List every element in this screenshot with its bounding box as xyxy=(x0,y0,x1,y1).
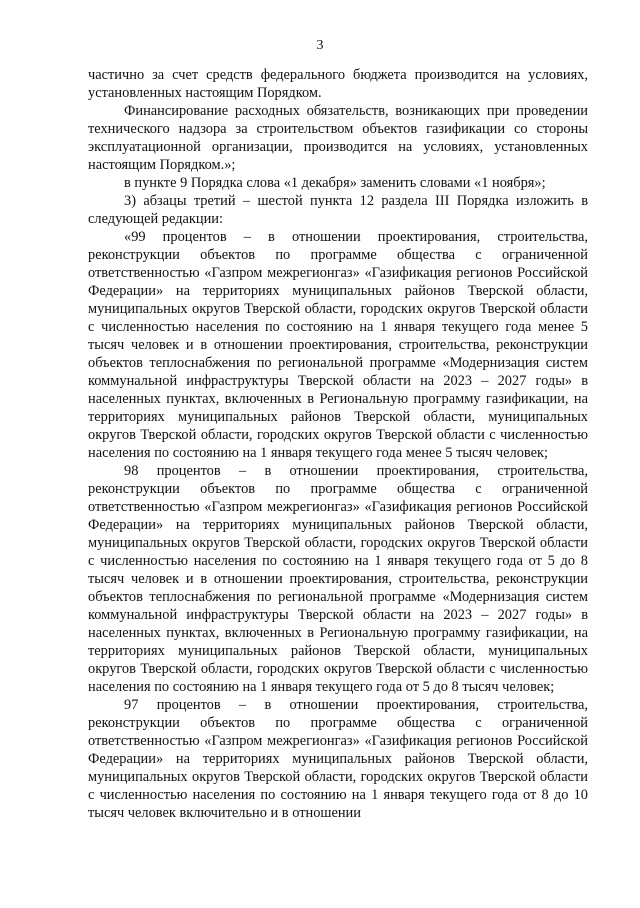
page-number: 3 xyxy=(316,38,324,53)
document-body xyxy=(88,66,588,822)
paragraph: в пункте 9 Порядка слова «1 декабря» заменить словами «1 ноября»; xyxy=(124,175,546,191)
paragraph: Финансирование расходных обязательств, возникающих при проведении технического надзора за строительством объектов газификации со стороны эксплуатационной организации, производится на условиях, установленных настоящим Порядком.»; xyxy=(88,103,588,173)
paragraph: частично за счет средств федерального бюджета производится на условиях, установленных настоящим Порядком. xyxy=(88,67,588,101)
paragraph: «99 процентов – в отношении проектирования, строительства, реконструкции объектов по программе общества с ограниченной ответственностью «Газпром межрегионгаз» «Газификация регионов Российской Федерации» на территориях муниципальных районов Тверской области, муниципальных округов Тверской области, городских округов Тверской области с численностью населения по состоянию на 1 января текущего года менее 5 тысяч человек и в отношении проектирования, строительства, реконструкции объектов теплоснабжения по региональной программе «Модернизация систем коммунальной инфраструктуры Тверской области на 2023 – 2027 годы» в населенных пунктах, включенных в Региональную программу газификации, на территориях муниципальных районов Тверской области, муниципальных округов Тверской области, городских округов Тверской области с численностью населения по состоянию на 1 января текущего года менее 5 тысяч человек; xyxy=(88,229,588,461)
paragraph: 97 процентов – в отношении проектирования, строительства, реконструкции объектов по программе общества с ограниченной ответственностью «Газпром межрегионгаз» «Газификация регионов Российской Федерации» на территориях муниципальных районов Тверской области, муниципальных округов Тверской области, городских округов Тверской области с численностью населения по состоянию на 1 января текущего года от 8 до 10 тысяч человек включительно и в отношении xyxy=(88,697,588,821)
paragraph: 3) абзацы третий – шестой пункта 12 раздела III Порядка изложить в следующей редакции: xyxy=(88,193,588,227)
paragraph: 98 процентов – в отношении проектирования, строительства, реконструкции объектов по программе общества с ограниченной ответственностью «Газпром межрегионгаз» «Газификация регионов Российской Федерации» на территориях муниципальных районов Тверской области, муниципальных округов Тверской области, городских округов Тверской области с численностью населения по состоянию на 1 января текущего года от 5 до 8 тысяч человек и в отношении проектирования, строительства, реконструкции объектов теплоснабжения по региональной программе «Модернизация систем коммунальной инфраструктуры Тверской области на 2023 – 2027 годы» в населенных пунктах, включенных в Региональную программу газификации, на территориях муниципальных районов Тверской области, муниципальных округов Тверской области, городских округов Тверской области с численностью населения по состоянию на 1 января текущего года от 5 до 8 тысяч человек; xyxy=(88,463,588,695)
